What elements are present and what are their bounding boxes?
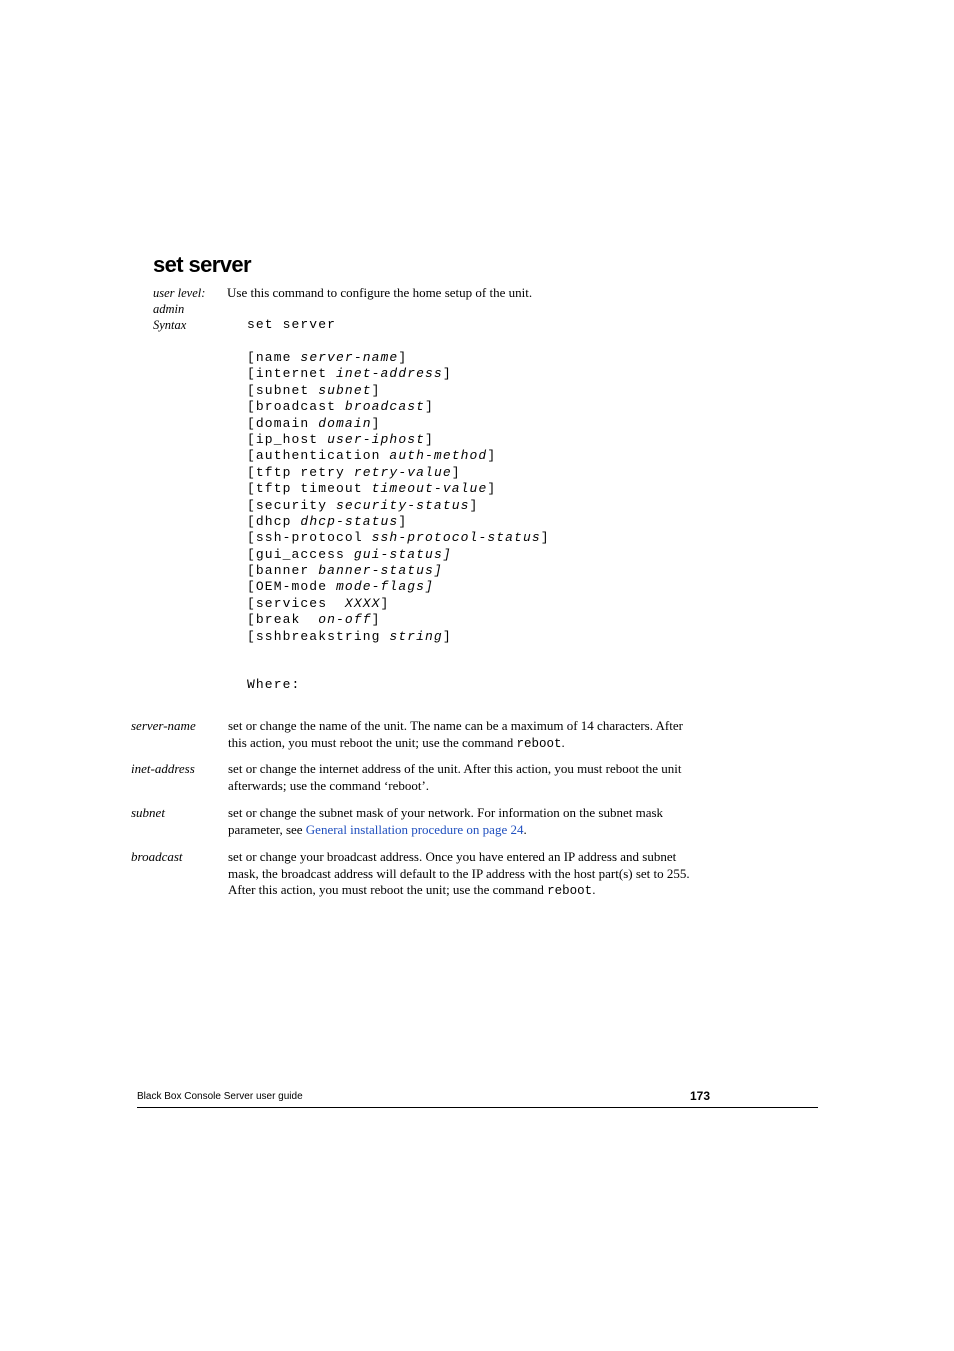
option-bracket: ] — [371, 382, 381, 398]
where-label: Where: — [247, 677, 301, 692]
footer-divider — [137, 1107, 818, 1108]
option-bracket: ] — [469, 497, 479, 513]
option-bracket: ] — [487, 448, 497, 464]
definition-server-name — [228, 718, 700, 752]
option-argument: subnet — [318, 382, 372, 398]
option-argument: gui-status] — [353, 546, 452, 562]
option-keyword: [name — [247, 350, 301, 365]
option-keyword: [tftp retry — [247, 464, 354, 480]
option-keyword: [break — [247, 612, 319, 628]
syntax-option-line — [247, 350, 550, 366]
definition-tail: . — [523, 821, 527, 837]
option-argument: inet-address — [336, 366, 443, 382]
intro-text: Use this command to configure the home setup of the unit. — [227, 285, 533, 300]
option-argument: server-name — [300, 350, 399, 365]
option-keyword: [banner — [247, 563, 319, 579]
option-bracket: ] — [442, 628, 452, 644]
command-code: reboot — [547, 884, 593, 898]
syntax-option-line — [247, 383, 550, 399]
syntax-option-line — [247, 579, 550, 595]
term-subnet: subnet — [131, 805, 165, 820]
option-keyword: [internet — [247, 366, 337, 382]
definition-tail: . — [592, 882, 596, 897]
option-keyword: [dhcp — [247, 513, 301, 529]
option-keyword: [services — [247, 595, 345, 611]
definition-text: set or change the subnet mask of your network. For information on the subnet mask parameter, see — [228, 805, 664, 837]
option-keyword: [sshbreakstring — [247, 628, 390, 644]
syntax-option-line — [247, 366, 550, 382]
option-keyword: [broadcast — [247, 399, 345, 415]
syntax-option-line — [247, 448, 550, 464]
syntax-option-line — [247, 481, 550, 497]
option-bracket: ] — [425, 431, 434, 447]
page-number: 173 — [689, 1089, 710, 1103]
definition-tail: . — [561, 734, 565, 750]
option-argument: mode-flags] — [336, 579, 434, 595]
option-keyword: [subnet — [247, 382, 319, 398]
syntax-command: set server — [247, 317, 337, 332]
option-bracket: ] — [540, 530, 550, 546]
syntax-option-line — [247, 596, 550, 612]
syntax-option-line — [247, 514, 550, 530]
syntax-option-line — [247, 399, 550, 415]
option-keyword: [security — [247, 497, 337, 513]
option-bracket: ] — [371, 415, 381, 431]
installation-procedure-link[interactable]: General installation procedure on page 24 — [305, 821, 524, 837]
definition-broadcast — [228, 849, 700, 900]
option-argument: dhcp-status — [300, 513, 399, 529]
option-keyword: [domain — [247, 415, 319, 431]
option-keyword: [ssh-protocol — [247, 530, 372, 546]
option-keyword: [ip_host — [247, 431, 328, 447]
term-server-name: server-name — [131, 718, 196, 733]
option-argument: banner-status] — [318, 563, 443, 579]
syntax-options — [247, 350, 550, 645]
user-level-label: user level: — [153, 286, 206, 300]
option-argument: broadcast — [344, 399, 426, 415]
option-argument: domain — [318, 415, 372, 431]
syntax-option-line — [247, 563, 550, 579]
option-argument: on-off — [318, 612, 372, 628]
syntax-option-line — [247, 498, 550, 514]
option-argument: retry-value — [353, 464, 452, 480]
command-code: reboot — [516, 736, 562, 751]
definition-text: set or change your broadcast address. Once you have entered an IP address and subnet mask, the broadcast address will default to the IP address with the host part(s) set to 255. After this action, you must reboot the unit; use the command — [228, 849, 690, 897]
syntax-option-line — [247, 530, 550, 546]
syntax-option-line — [247, 432, 550, 448]
term-inet-address: inet-address — [131, 761, 195, 776]
option-keyword: [authentication — [247, 448, 390, 464]
option-bracket: ] — [451, 464, 461, 480]
definition-text: set or change the name of the unit. The name can be a maximum of 14 characters. After this action, you must reboot the unit; use the command — [228, 718, 683, 750]
option-bracket: ] — [425, 399, 434, 415]
syntax-label: Syntax — [153, 318, 187, 332]
definition-inet-address: set or change the internet address of the unit. After this action, you must reboot the unit afterwards; use the command ‘reboot’. — [228, 761, 682, 793]
option-bracket: ] — [398, 350, 408, 365]
footer-guide-title: Black Box Console Server user guide — [137, 1091, 303, 1102]
syntax-option-line — [247, 612, 550, 628]
option-bracket: ] — [380, 595, 390, 611]
option-bracket: ] — [487, 481, 497, 497]
option-keyword: [tftp timeout — [247, 481, 372, 497]
user-level-value: admin — [153, 302, 185, 316]
option-argument: ssh-protocol-status — [371, 530, 541, 546]
option-bracket: ] — [371, 612, 381, 628]
option-argument: timeout-value — [371, 481, 488, 497]
syntax-option-line — [247, 629, 550, 645]
option-bracket: ] — [398, 513, 408, 529]
page-title: set server — [153, 252, 251, 277]
option-keyword: [gui_access — [247, 546, 354, 562]
term-broadcast: broadcast — [131, 849, 183, 864]
option-argument: user-iphost — [327, 431, 426, 447]
syntax-option-line — [247, 465, 550, 481]
option-bracket: ] — [442, 366, 452, 382]
option-argument: security-status — [336, 497, 470, 513]
syntax-option-line — [247, 547, 550, 563]
option-argument: XXXX — [344, 595, 381, 611]
option-keyword: [OEM-mode — [247, 579, 337, 595]
syntax-option-line — [247, 416, 550, 432]
option-argument: string — [389, 628, 443, 644]
definition-subnet — [228, 805, 700, 838]
option-argument: auth-method — [389, 448, 488, 464]
